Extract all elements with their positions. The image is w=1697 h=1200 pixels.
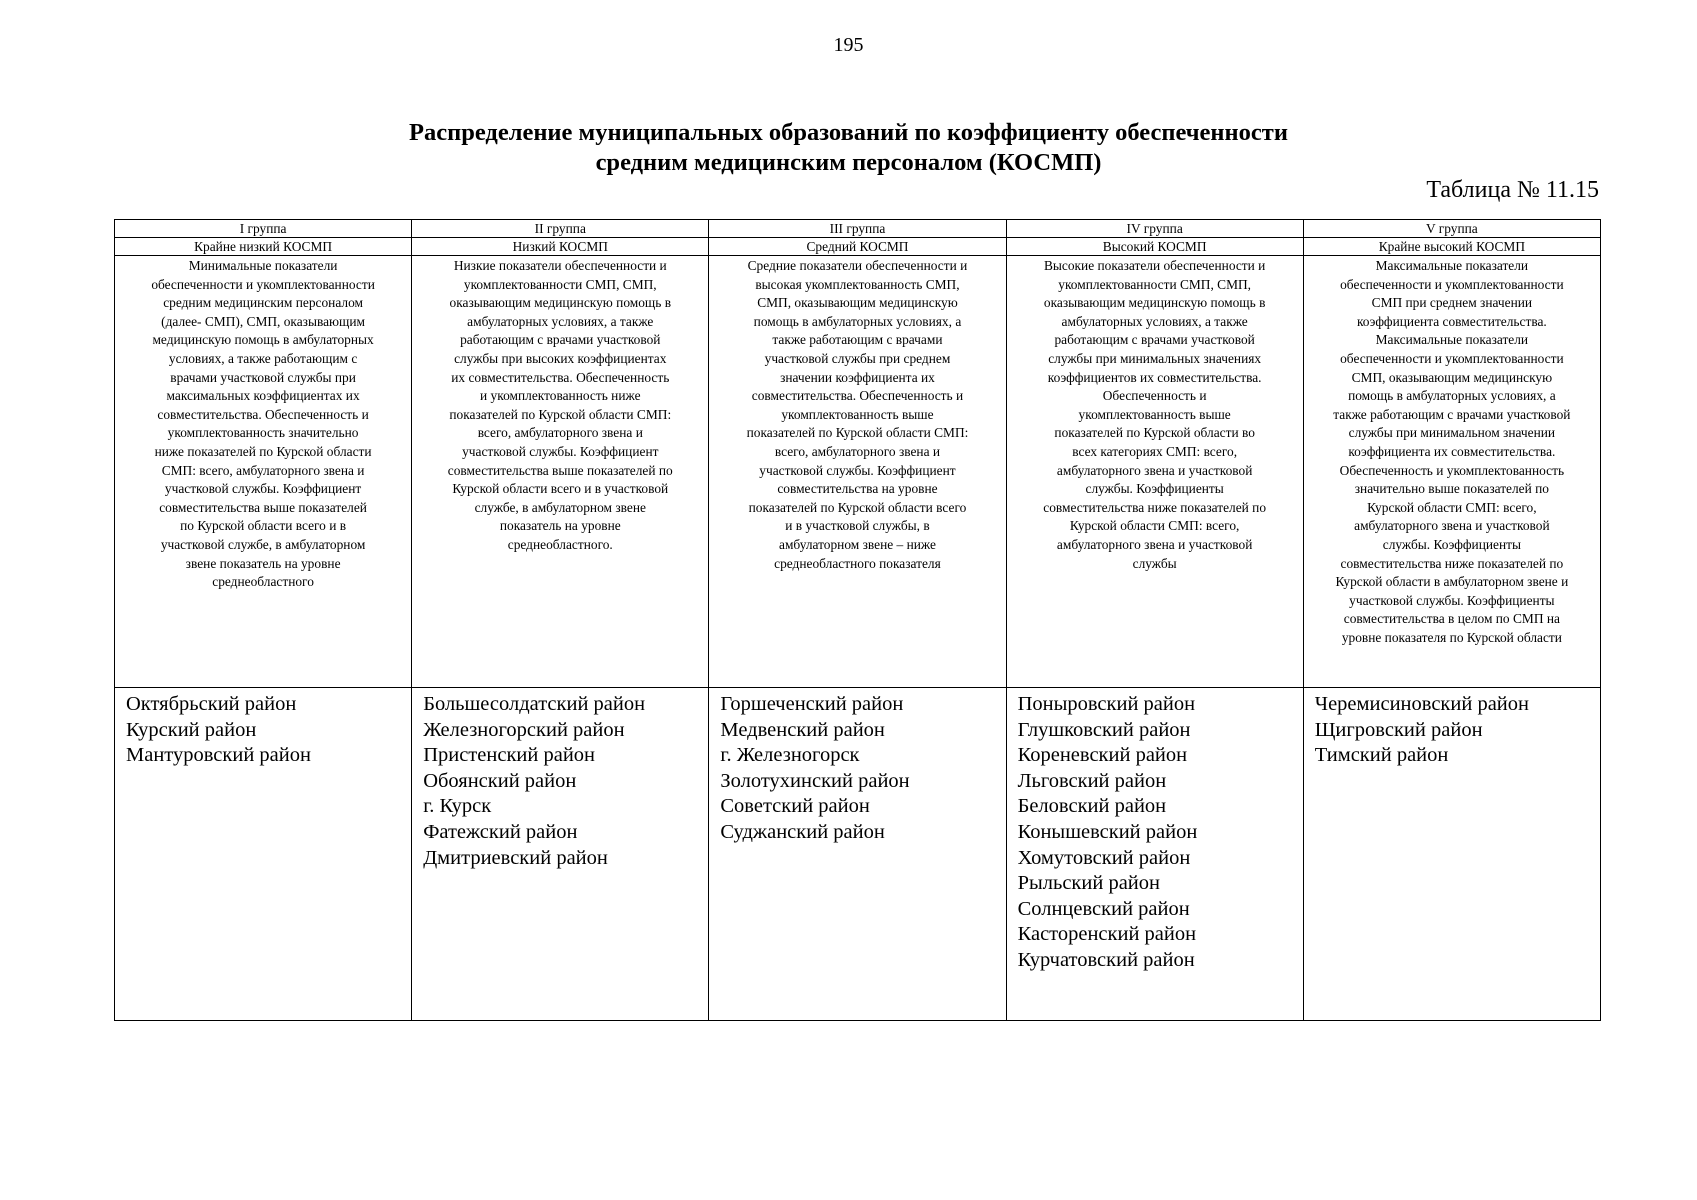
description-line: обеспеченности и укомплектованности: [1340, 350, 1564, 366]
district-item: Золотухинский район: [720, 769, 910, 792]
district-item: г. Курск: [423, 795, 492, 818]
description-line: Максимальные показатели: [1375, 258, 1529, 273]
district-item: Октябрьский район: [126, 693, 297, 715]
table-label: Таблица № 11.15: [1426, 177, 1599, 203]
description-line: совместительства. Обеспеченность и: [751, 388, 964, 404]
description-line: максимальных коэффициентах их: [166, 388, 360, 404]
description-line: уровне показателя по Курской области: [1341, 629, 1562, 645]
description-line: СМП, оказывающим медицинскую: [757, 295, 958, 311]
group-description-cell: [709, 256, 1006, 688]
description-line: среднеобластного показателя: [774, 555, 941, 571]
description-line: коэффициента совместительства.: [1356, 313, 1547, 329]
description-line: Курской области СМП: всего,: [1367, 499, 1537, 515]
description-line: службы при минимальном значении: [1348, 425, 1556, 441]
description-line: всего, амбулаторного звена и: [774, 443, 941, 459]
district-item: Тимский район: [1314, 744, 1449, 767]
description-line: амбулаторном звене – ниже: [779, 536, 936, 552]
group-name-cell: II группа: [412, 220, 709, 238]
description-line: помощь в амбулаторных условиях, а: [753, 313, 962, 329]
district-item: г. Железногорск: [720, 744, 860, 767]
description-line: амбулаторных условиях, а также: [467, 313, 654, 329]
group-header-row: [115, 220, 1601, 238]
description-line: их совместительства. Обеспеченность: [451, 369, 670, 385]
description-line: участковой службы. Коэффициент: [164, 481, 362, 497]
description-line: Высокие показатели обеспеченности и: [1043, 258, 1266, 273]
description-line: среднеобластного: [212, 574, 314, 590]
description-line: коэффициентов их совместительства.: [1047, 369, 1262, 385]
districts-cell: [1006, 688, 1303, 1021]
title-line-1: Распределение муниципальных образований по коэффициенту обеспеченности: [409, 119, 1288, 146]
district-item: Льговский район: [1017, 769, 1167, 792]
description-line: по Курской области всего и в: [180, 518, 347, 534]
district-item: Конышевский район: [1017, 820, 1198, 843]
level-header-row: [115, 238, 1601, 256]
level-cell: Низкий КОСМП: [412, 238, 709, 256]
description-line: коэффициента их совместительства.: [1348, 443, 1556, 459]
description-line: службы при минимальных значениях: [1048, 350, 1262, 366]
description-line: Минимальные показатели: [188, 258, 338, 273]
description-line: СМП, оказывающим медицинскую: [1351, 369, 1553, 385]
district-item: Касторенский район: [1017, 923, 1197, 946]
description-line: показателей по Курской области во: [1054, 425, 1255, 441]
description-line: совместительства. Обеспеченность и: [157, 406, 369, 422]
document-title: [0, 118, 1697, 178]
group-description-cell: [1303, 256, 1600, 688]
district-item: Советский район: [720, 795, 870, 818]
description-line: обеспеченности и укомплектованности: [151, 276, 375, 292]
description-line: совместительства ниже показателей по: [1043, 499, 1267, 515]
description-line: участковой службы. Коэффициент: [462, 443, 659, 459]
group-name-cell: I группа: [115, 220, 412, 238]
description-line: СМП при среднем значении: [1371, 295, 1533, 311]
description-line: оказывающим медицинскую помощь в: [449, 295, 672, 311]
level-cell: Высокий КОСМП: [1006, 238, 1303, 256]
description-line: Курской области в амбулаторном звене и: [1335, 574, 1569, 590]
district-item: Фатежский район: [423, 820, 578, 843]
level-cell: Крайне высокий КОСМП: [1303, 238, 1600, 256]
district-item: Кореневский район: [1017, 744, 1188, 767]
description-line: совместительства ниже показателей по: [1340, 555, 1564, 571]
district-item: Железногорский район: [423, 718, 625, 741]
district-item: Пристенский район: [423, 744, 596, 767]
description-line: показателей по Курской области СМП:: [449, 406, 672, 422]
description-line: участковой службе, в амбулаторном: [160, 536, 366, 552]
description-line: службы. Коэффициенты: [1085, 481, 1224, 497]
districts-cell: [115, 688, 412, 1021]
description-line: также работающим с врачами участковой: [1333, 406, 1571, 422]
description-line: укомплектованности СМП, СМП,: [1058, 276, 1252, 292]
description-line: среднеобластного.: [507, 536, 613, 552]
district-item: Глушковский район: [1017, 718, 1191, 741]
description-line: медицинскую помощь в амбулаторных: [152, 332, 374, 348]
description-line: участковой службы. Коэффициент: [759, 462, 956, 478]
description-line: совместительства на уровне: [777, 481, 938, 497]
district-item: Беловский район: [1017, 795, 1167, 818]
group-description-cell: [115, 256, 412, 688]
level-cell: Средний КОСМП: [709, 238, 1006, 256]
description-line: также работающим с врачами: [772, 332, 943, 348]
districts-cell: [709, 688, 1006, 1021]
description-line: Курской области СМП: всего,: [1069, 518, 1240, 534]
description-line: звене показатель на уровне: [185, 555, 341, 571]
description-line: амбулаторного звена и участковой: [1056, 536, 1253, 552]
description-line: врачами участковой службы при: [170, 369, 356, 385]
description-line: совместительства в целом по СМП на: [1343, 611, 1560, 627]
description-line: значительно выше показателей по: [1354, 481, 1550, 497]
district-item: Солнцевский район: [1017, 897, 1190, 920]
description-line: Максимальные показатели: [1375, 332, 1529, 348]
page-number: 195: [833, 34, 864, 56]
district-item: Курчатовский район: [1017, 948, 1195, 971]
district-item: Щигровский район: [1314, 718, 1483, 741]
description-line: укомплектованность выше: [781, 406, 934, 422]
description-line: СМП: всего, амбулаторного звена и: [161, 462, 365, 478]
group-name-cell: V группа: [1303, 220, 1600, 238]
district-item: Дмитриевский район: [423, 846, 608, 869]
description-line: показателей по Курской области СМП:: [746, 425, 969, 441]
description-line: (далее- СМП), СМП, оказывающим: [161, 313, 366, 329]
description-line: Обеспеченность и: [1102, 388, 1207, 404]
description-line: службы: [1132, 555, 1177, 571]
distribution-table: [114, 219, 1601, 1021]
description-line: всех категориях СМП: всего,: [1072, 443, 1238, 459]
description-line: и укомплектованность ниже: [480, 388, 641, 404]
description-line: Средние показатели обеспеченности и: [747, 258, 968, 273]
description-row: [115, 256, 1601, 688]
description-line: ниже показателей по Курской области: [154, 443, 372, 459]
description-line: укомплектованности СМП, СМП,: [463, 276, 657, 292]
description-line: укомплектованность выше: [1078, 406, 1231, 422]
level-cell: Крайне низкий КОСМП: [115, 238, 412, 256]
description-line: совместительства выше показателей: [159, 499, 367, 515]
district-item: Мантуровский район: [126, 744, 311, 767]
title-line-2: средним медицинским персоналом (КОСМП): [595, 149, 1102, 176]
description-line: участковой службы при среднем: [764, 350, 951, 366]
description-line: амбулаторных условиях, а также: [1061, 313, 1248, 329]
group-name-cell: III группа: [709, 220, 1006, 238]
description-line: Курской области всего и в участковой: [452, 481, 669, 497]
district-item: Рыльский район: [1017, 872, 1160, 895]
description-line: средним медицинским персоналом: [163, 295, 363, 311]
description-line: высокая укомплектованность СМП,: [755, 276, 960, 292]
districts-cell: [412, 688, 709, 1021]
description-line: амбулаторного звена и участковой: [1056, 462, 1253, 478]
description-line: показателей по Курской области всего: [748, 499, 967, 515]
description-line: оказывающим медицинскую помощь в: [1043, 295, 1266, 311]
district-item: Горшеченский район: [720, 693, 904, 715]
districts-cell: [1303, 688, 1600, 1021]
description-line: службе, в амбулаторном звене: [474, 499, 646, 515]
group-description-cell: [1006, 256, 1303, 688]
description-line: и в участковой службы, в: [785, 518, 930, 534]
description-line: укомплектованность значительно: [167, 425, 359, 441]
description-line: показатель на уровне: [499, 518, 621, 534]
description-line: участковой службы. Коэффициенты: [1349, 592, 1555, 608]
description-line: значении коэффициента их: [780, 369, 935, 385]
district-item: Обоянский район: [423, 769, 577, 792]
description-line: службы. Коэффициенты: [1382, 536, 1521, 552]
description-line: помощь в амбулаторных условиях, а: [1348, 388, 1556, 404]
district-item: Большесолдатский район: [423, 693, 646, 715]
description-line: Низкие показатели обеспеченности и: [453, 258, 667, 273]
district-item: Медвенский район: [720, 718, 885, 741]
district-item: Поныровский район: [1017, 693, 1196, 715]
districts-row: [115, 688, 1601, 1021]
district-item: Черемисиновский район: [1314, 693, 1529, 715]
district-item: Суджанский район: [720, 820, 885, 843]
description-line: всего, амбулаторного звена и: [477, 425, 643, 441]
group-name-cell: IV группа: [1006, 220, 1303, 238]
district-item: Курский район: [126, 718, 257, 741]
description-line: амбулаторного звена и участковой: [1354, 518, 1550, 534]
description-line: службы при высоких коэффициентах: [454, 350, 667, 366]
description-line: совместительства выше показателей по: [447, 462, 673, 478]
description-line: Обеспеченность и укомплектованность: [1339, 462, 1565, 478]
description-line: условиях, а также работающим с: [168, 350, 358, 366]
description-line: работающим с врачами участковой: [1054, 332, 1255, 348]
district-item: Хомутовский район: [1017, 846, 1191, 869]
description-line: обеспеченности и укомплектованности: [1340, 276, 1564, 292]
description-line: работающим с врачами участковой: [460, 332, 661, 348]
group-description-cell: [412, 256, 709, 688]
